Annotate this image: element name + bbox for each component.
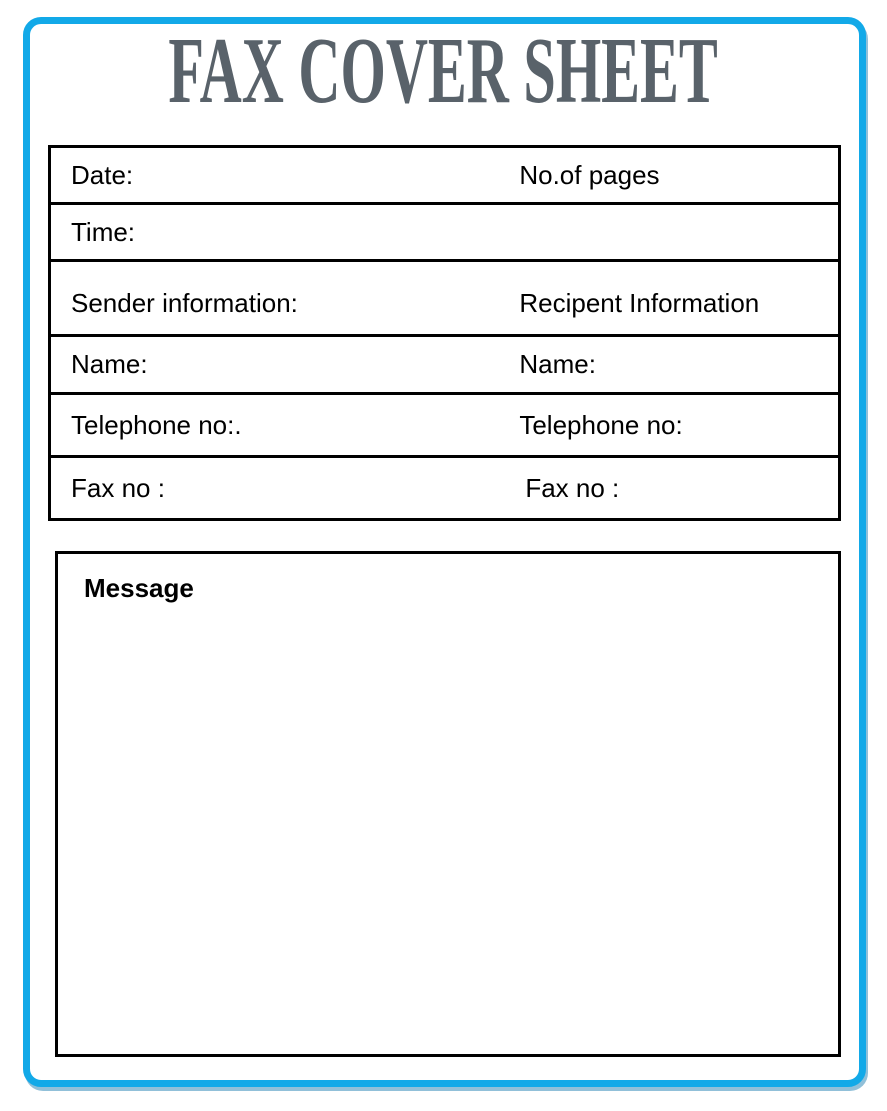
time-empty-cell: [517, 204, 839, 261]
recipient-name-label: Name:: [517, 336, 839, 394]
time-label: Time:: [50, 204, 518, 261]
title-container: [0, 19, 824, 123]
sender-fax-label: Fax no :: [50, 457, 518, 520]
date-label: Date:: [50, 147, 518, 204]
table-row-time: [50, 204, 840, 261]
page-title: FAX COVER SHEET: [168, 19, 718, 123]
table-row-telephone: [50, 394, 840, 457]
sender-name-label: Name:: [50, 336, 518, 394]
table-row-date: [50, 147, 840, 204]
recipient-telephone-label: Telephone no:: [517, 394, 839, 457]
pages-label: No.of pages: [517, 147, 839, 204]
fax-info-table: [48, 145, 841, 521]
table-row-sender-recipient: [50, 261, 840, 336]
message-label: Message: [84, 573, 194, 603]
recipient-fax-label: Fax no :: [517, 457, 839, 520]
table-row-name: [50, 336, 840, 394]
sender-telephone-label: Telephone no:.: [50, 394, 518, 457]
sender-info-label: Sender information:: [50, 261, 518, 336]
message-box: [55, 551, 841, 1057]
recipient-info-label: Recipent Information: [517, 261, 839, 336]
table-row-fax: [50, 457, 840, 520]
